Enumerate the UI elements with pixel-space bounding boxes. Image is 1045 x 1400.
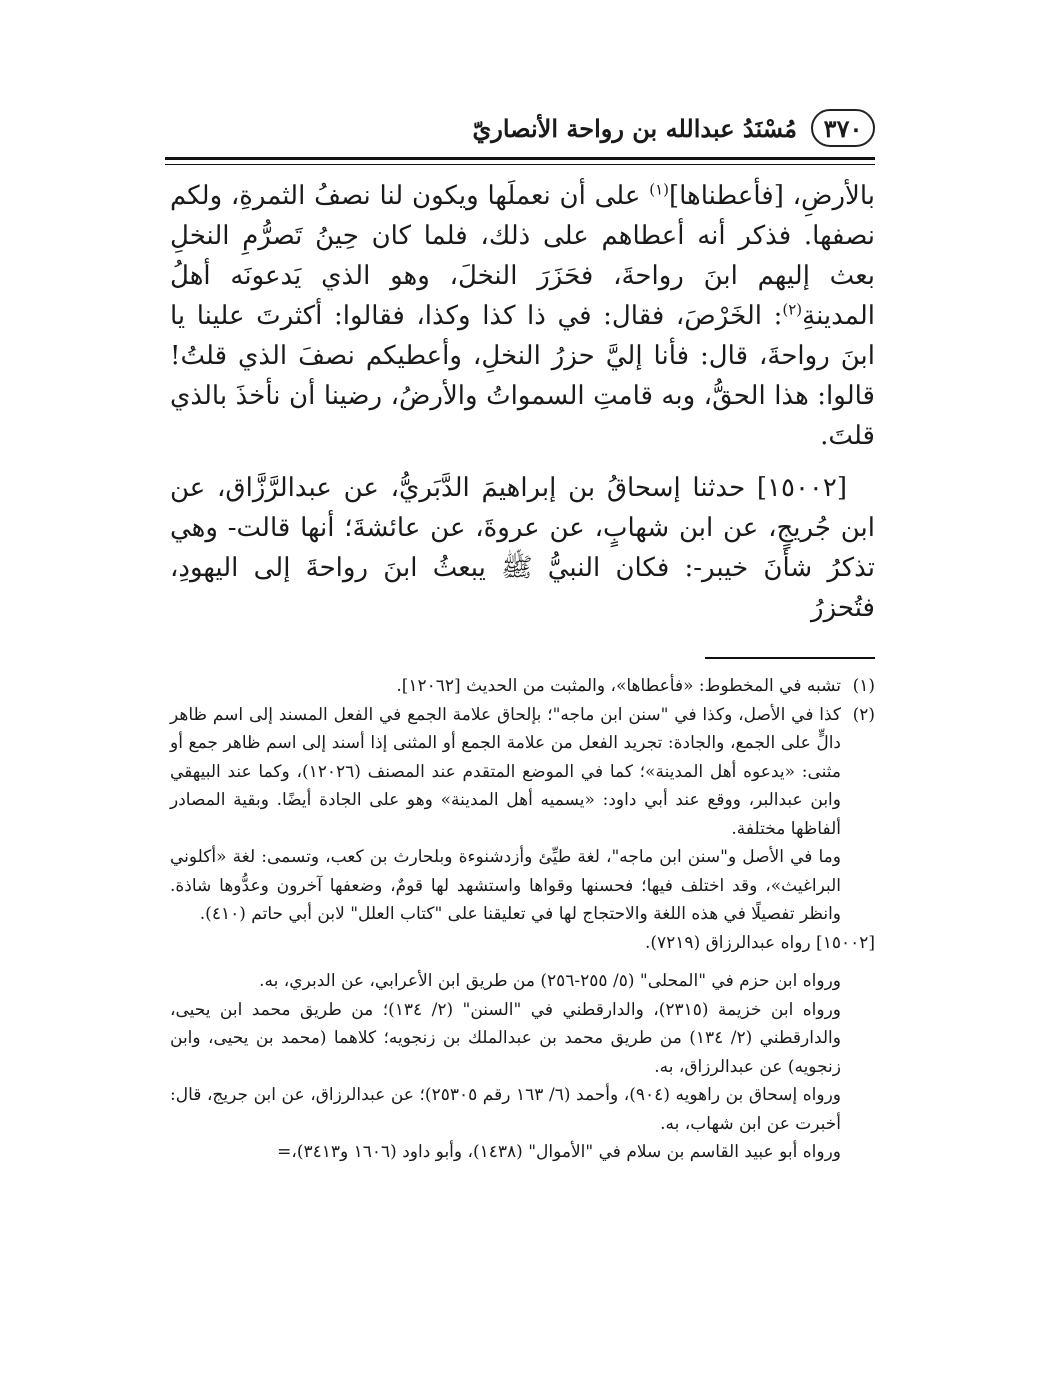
header-rule-thin	[165, 164, 875, 165]
header-rule-thick	[165, 157, 875, 160]
footnote-2	[170, 701, 875, 929]
footnote-number: (٢)	[852, 704, 875, 725]
takhrij-line: ورواه إسحاق بن راهويه (٩٠٤)، وأحمد (٦/ ١٦٣ رقم ٢٥٣٠٥)؛ عن عبدالرزاق، عن ابن جريج، قال: أخبرت عن ابن شهاب، به.	[170, 1085, 841, 1134]
text-segment: على أن نعملَها ويكون لنا نصفُ الثمرةِ، ولكم نصفها. فذكر أنه أعطاهم على ذلك، فلما كان حِينُ تَصرُّمِ النخلِ بعث إليهم ابنَ رواحةَ، فحَزَرَ النخلَ، وهو الذي يَدعونَه أهلُ المدينةِ	[170, 181, 875, 331]
footnote-text-continued: وما في الأصل و"سنن ابن ماجه"، لغة طيِّئ وأزدشنوءة وبلحارث بن كعب، وتسمى: لغة «أكلوني البراغيث»، وقد اختلف فيها؛ فحسنها وقواها واستشهد لها قومٌ، وضعفها آخرون وعدُّوها شاذة. وانظر تفصيلًا في هذه اللغة والاحتجاج لها في تعليقنا على "كتاب العلل" لابن أبي حاتم (٤١٠).	[170, 847, 841, 924]
takhrij-line: ورواه أبو عبيد القاسم بن سلام في "الأموال" (١٤٣٨)، وأبو داود (١٦٠٦ و٣٤١٣)،=	[277, 1142, 841, 1162]
takhrij-notes	[170, 967, 875, 1167]
page-header	[170, 105, 875, 151]
footnote-text: تشبه في المخطوط: «فأعطاها»، والمثبت من الحديث [١٢٠٦٢].	[396, 676, 841, 696]
main-text	[170, 176, 875, 628]
footnote-separator	[705, 657, 875, 659]
takhrij-reference: [١٥٠٠٢] رواه عبدالرزاق (٧٢١٩).	[644, 932, 875, 953]
text-segment: : الخَرْصَ، فقال: في ذا كذا وكذا، فقالوا: أكثرتَ علينا يا ابنَ رواحةَ، قال: فأنا إليَّ حزرُ النخلِ، وأعطيكم نصفَ الذي قلتُ! قالوا: هذا الحقُّ، وبه قامتِ السمواتُ والأرضُ، رضينا أن نأخذَ بالذي قلتَ.	[170, 301, 875, 451]
takhrij-line: ورواه ابن حزم في "المحلى" (٥/ ٢٥٥-٢٥٦) من طريق ابن الأعرابي، عن الدبري، به.	[259, 971, 841, 991]
footnotes	[170, 672, 875, 1167]
footnote-number: (١)	[852, 676, 875, 696]
page-number: ٣٧٠	[811, 109, 875, 147]
hadith-paragraph-15002: [١٥٠٠٢] حدثنا إسحاقُ بن إبراهيمَ الدَّبَريُّ، عن عبدالرَّزَّاق، عن ابن جُريجٍ، عن ابن شهابٍ، عن عروةَ، عن عائشةَ؛ أنها قالت- وهي تذكرُ شأنَ خيبر-: فكان النبيُّ ﷺ يبعثُ ابنَ رواحةَ إلى اليهودِ، فتُحزرُ	[170, 473, 875, 623]
takhrij-line: ورواه ابن خزيمة (٢٣١٥)، والدارقطني في "السنن" (٢/ ١٣٤)؛ من طريق محمد ابن يحيى، والدارقطني (٢/ ١٣٤) من طريق محمد بن عبدالملك بن زنجويه؛ كلاهما (محمد بن يحيى، وابن زنجويه) عن عبدالرزاق، به.	[170, 999, 842, 1077]
footnote-1	[170, 672, 875, 701]
footnote-marker-2: (٢)	[782, 300, 803, 319]
running-title: مُسْنَدُ عبدالله بن رواحة الأنصاريّ	[472, 113, 797, 143]
main-paragraph-1	[170, 176, 875, 456]
footnote-marker-1: (١)	[649, 180, 669, 199]
footnote-text: كذا في الأصل، وكذا في "سنن ابن ماجه"؛ بإلحاق علامة الجمع في الفعل المسند إلى اسم ظاهر دالٍّ على الجمع، والجادة: تجريد الفعل من علامة الجمع أو المثنى إذا أسند إلى اسم ظاهر جمع أو مثنى: «يدعوه أهل المدينة»؛ كما في الموضع المتقدم عند المصنف (١٢٠٢٦)، وكما عند البيهقي وابن عبدالبر، ووقع عند أبي داود: «يسميه أهل المدينة» وهو على الجادة أيضًا. وبقية المصادر ألفاظها مختلفة.	[170, 704, 841, 839]
text-segment: بالأرضِ، [فأعطناها]	[668, 181, 876, 211]
